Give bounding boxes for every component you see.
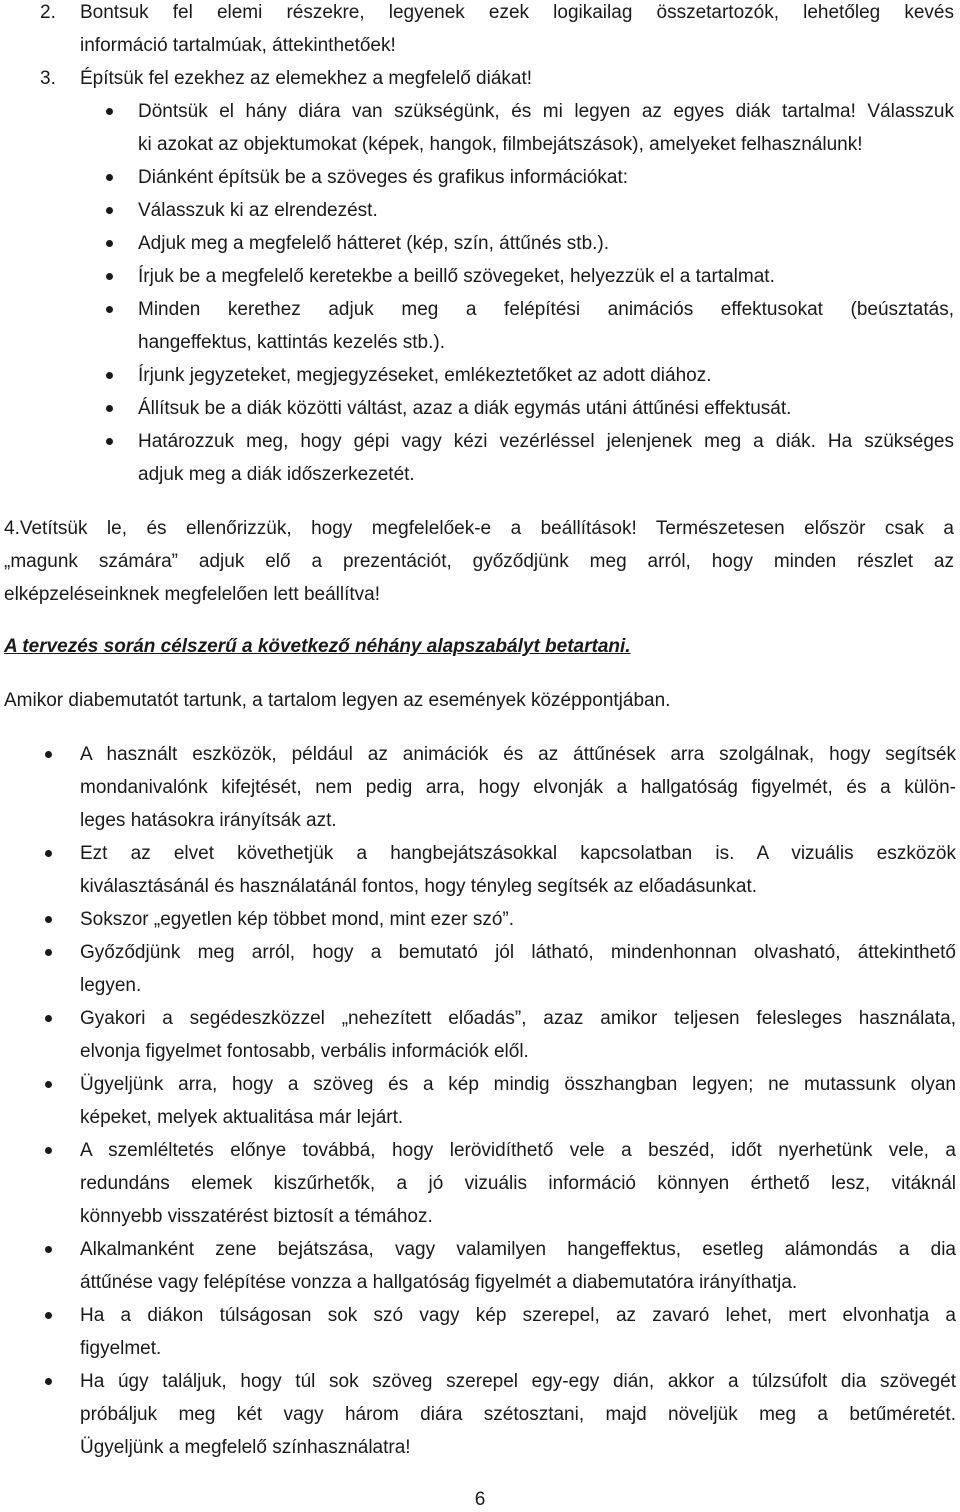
bullet-icon [106, 372, 113, 379]
bullet-icon [106, 438, 113, 445]
list-number: 3. [40, 68, 56, 89]
bullet-icon [45, 949, 52, 956]
text-line: Válasszuk ki az elrendezést. [138, 200, 378, 221]
text-line: Gyakori a segédeszközzel „nehezített előadás”, azaz amikor teljesen felesleges használata, [80, 1008, 956, 1029]
text-line: Ügyeljünk a megfelelő színhasználatra! [80, 1437, 411, 1458]
text-line: Írjunk jegyzeteket, megjegyzéseket, emlékeztetőket az adott diához. [138, 365, 712, 386]
text-line: Ha a diákon túlságosan sok szó vagy kép szerepel, az zavaró lehet, mert elvonhatja a [80, 1305, 956, 1326]
text-line: A szemléltetés előnye továbbá, hogy lerövidíthető vele a beszéd, időt nyerhetünk vele, a [80, 1140, 956, 1161]
bullet-icon [45, 1378, 52, 1385]
text-line: Diánként építsük be a szöveges és grafikus információkat: [138, 167, 629, 188]
text-line: „magunk számára” adjuk elő a prezentációt, győződjünk meg arról, hogy minden részlet az [4, 551, 954, 572]
text-line: hangeffektus, kattintás kezelés stb.). [138, 332, 445, 353]
bullet-icon [45, 751, 52, 758]
intro-paragraph: Amikor diabemutatót tartunk, a tartalom legyen az események középpontjában. [4, 690, 671, 711]
bullet-icon [45, 1015, 52, 1022]
text-line: leges hatásokra irányítsák azt. [80, 810, 337, 831]
bullet-icon [45, 1147, 52, 1154]
bullet-icon [45, 1246, 52, 1253]
text-line: A használt eszközök, például az animációk és az áttűnések arra szolgálnak, hogy segítsék [80, 744, 956, 765]
text-line: Sokszor „egyetlen kép többet mond, mint ezer szó”. [80, 909, 515, 930]
text-line: információ tartalmúak, áttekinthetőek! [80, 35, 396, 56]
list-number: 2. [40, 2, 56, 23]
text-line: Győződjünk meg arról, hogy a bemutató jól látható, mindenhonnan olvasható, áttekinthető [80, 942, 956, 963]
text-line: kiválasztásánál és használatánál fontos, hogy tényleg segítsék az előadásunkat. [80, 876, 758, 897]
text-line: Írjuk be a megfelelő keretekbe a beillő szövegeket, helyezzük el a tartalmat. [138, 266, 775, 287]
text-line: Ügyeljünk arra, hogy a szöveg és a kép mindig összhangban legyen; ne mutassunk olyan [80, 1074, 956, 1095]
bullet-icon [45, 1312, 52, 1319]
bullet-icon [106, 108, 113, 115]
text-line: ki azokat az objektumokat (képek, hangok, filmbejátszások), amelyeket felhasználunk! [138, 134, 863, 155]
bullet-icon [106, 207, 113, 214]
text-line: legyen. [80, 975, 142, 996]
text-line: képeket, melyek aktualitása már lejárt. [80, 1107, 404, 1128]
bullet-icon [106, 240, 113, 247]
bullet-icon [45, 916, 52, 923]
text-line: elvonja figyelmet fontosabb, verbális információk elől. [80, 1041, 529, 1062]
section-heading: A tervezés során célszerű a következő néhány alapszabályt betartani. [4, 636, 631, 657]
bullet-icon [45, 1081, 52, 1088]
text-line: Döntsük el hány diára van szükségünk, és mi legyen az egyes diák tartalma! Válasszuk [138, 101, 954, 122]
text-line: redundáns elemek kiszűrhetők, a jó vizuális információ könnyen érthető lesz, vitáknál [80, 1173, 956, 1194]
bullet-icon [106, 405, 113, 412]
text-line: próbáljuk meg két vagy három diára szétosztani, majd növeljük meg a betűméretét. [80, 1404, 956, 1425]
text-line: figyelmet. [80, 1338, 162, 1359]
text-line: Ezt az elvet követhetjük a hangbejátszásokkal kapcsolatban is. A vizuális eszközök [80, 843, 956, 864]
text-line: Határozzuk meg, hogy gépi vagy kézi vezérléssel jelenjenek meg a diák. Ha szükséges [138, 431, 954, 452]
text-line: 4.Vetítsük le, és ellenőrizzük, hogy megfelelőek-e a beállítások! Természetesen először csak a [4, 518, 954, 539]
bullet-icon [106, 174, 113, 181]
text-line: elképzeléseinknek megfelelően lett beállítva! [4, 584, 381, 605]
page-number: 6 [474, 1489, 486, 1510]
text-line: adjuk meg a diák időszerkezetét. [138, 464, 415, 485]
text-line: áttűnése vagy felépítése vonzza a hallgatóság figyelmét a diabemutatóra irányíthatja. [80, 1272, 798, 1293]
text-line: Építsük fel ezekhez az elemekhez a megfelelő diákat! [80, 68, 533, 89]
text-line: Alkalmanként zene bejátszása, vagy valamilyen hangeffektus, esetleg alámondás a dia [80, 1239, 956, 1260]
text-line: Bontsuk fel elemi részekre, legyenek ezek logikailag összetartozók, lehetőleg kevés [80, 2, 954, 23]
bullet-icon [106, 306, 113, 313]
text-line: Minden kerethez adjuk meg a felépítési animációs effektusokat (beúsztatás, [138, 299, 954, 320]
bullet-icon [106, 273, 113, 280]
text-line: könnyebb visszatérést biztosít a témához. [80, 1206, 433, 1227]
text-line: Állítsuk be a diák közötti váltást, azaz a diák egymás utáni áttűnési effektusát. [138, 398, 792, 419]
text-line: mondanivalónk kifejtését, nem pedig arra, hogy elvonják a hallgatóság figyelmét, és a külön- [80, 777, 956, 798]
text-line: Ha úgy találjuk, hogy túl sok szöveg szerepel egy-egy dián, akkor a túlzsúfolt dia szövegét [80, 1371, 956, 1392]
bullet-icon [45, 850, 52, 857]
text-line: Adjuk meg a megfelelő hátteret (kép, szín, áttűnés stb.). [138, 233, 610, 254]
